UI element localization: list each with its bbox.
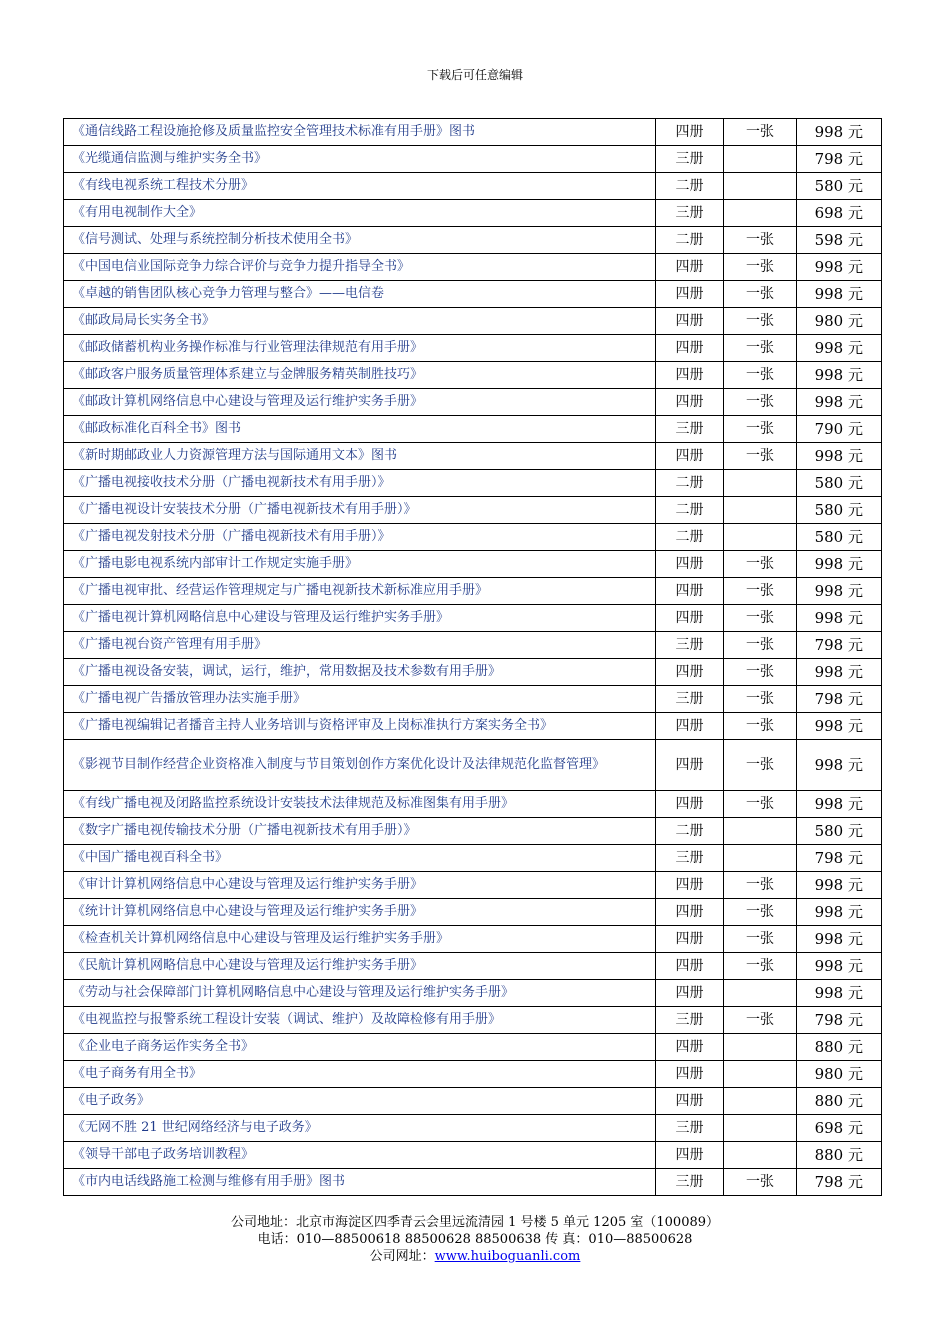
volumes-cell: 三册 <box>656 1115 724 1142</box>
price-cell: 580 元 <box>797 818 882 845</box>
book-title-cell: 《卓越的销售团队核心竞争力管理与整合》——电信卷 <box>64 281 656 308</box>
footer-address: 公司地址：北京市海淀区四季青云会里远流清园 1 号楼 5 单元 1205 室（100089） <box>230 1215 720 1230</box>
book-title-cell: 《邮政储蓄机构业务操作标准与行业管理法律规范有用手册》 <box>64 335 656 362</box>
volumes-cell: 四册 <box>656 1088 724 1115</box>
table-row <box>64 1169 882 1196</box>
disc-cell <box>724 146 797 173</box>
price-cell: 580 元 <box>797 497 882 524</box>
disc-cell: 一张 <box>724 632 797 659</box>
volumes-cell: 四册 <box>656 551 724 578</box>
price-cell: 998 元 <box>797 335 882 362</box>
disc-cell: 一张 <box>724 659 797 686</box>
disc-cell: 一张 <box>724 1169 797 1196</box>
book-title-cell: 《电子商务有用全书》 <box>64 1061 656 1088</box>
volumes-cell: 二册 <box>656 524 724 551</box>
book-title-cell: 《中国广播电视百科全书》 <box>64 845 656 872</box>
table-row <box>64 416 882 443</box>
price-cell: 998 元 <box>797 362 882 389</box>
volumes-cell: 三册 <box>656 845 724 872</box>
catalog-body <box>64 119 882 1196</box>
volumes-cell: 三册 <box>656 200 724 227</box>
price-cell: 998 元 <box>797 980 882 1007</box>
disc-cell: 一张 <box>724 119 797 146</box>
disc-cell <box>724 524 797 551</box>
volumes-cell: 三册 <box>656 416 724 443</box>
disc-cell: 一张 <box>724 362 797 389</box>
disc-cell: 一张 <box>724 791 797 818</box>
book-title-cell: 《邮政计算机网络信息中心建设与管理及运行维护实务手册》 <box>64 389 656 416</box>
table-row <box>64 899 882 926</box>
table-row <box>64 254 882 281</box>
table-row <box>64 818 882 845</box>
table-row <box>64 200 882 227</box>
volumes-cell: 三册 <box>656 686 724 713</box>
footer <box>0 1214 950 1265</box>
price-cell: 798 元 <box>797 632 882 659</box>
book-title-cell: 《企业电子商务运作实务全书》 <box>64 1034 656 1061</box>
price-cell: 580 元 <box>797 470 882 497</box>
book-title-cell: 《广播电视设备安装，调试，运行，维护，常用数据及技术参数有用手册》 <box>64 659 656 686</box>
book-title-cell: 《领导干部电子政务培训教程》 <box>64 1142 656 1169</box>
book-title-cell: 《劳动与社会保障部门计算机网略信息中心建设与管理及运行维护实务手册》 <box>64 980 656 1007</box>
disc-cell <box>724 1061 797 1088</box>
volumes-cell: 四册 <box>656 308 724 335</box>
table-row <box>64 578 882 605</box>
volumes-cell: 四册 <box>656 872 724 899</box>
volumes-cell: 三册 <box>656 146 724 173</box>
disc-cell: 一张 <box>724 605 797 632</box>
book-title-cell: 《广播电视台资产管理有用手册》 <box>64 632 656 659</box>
disc-cell: 一张 <box>724 443 797 470</box>
price-cell: 880 元 <box>797 1034 882 1061</box>
table-row <box>64 1007 882 1034</box>
disc-cell: 一张 <box>724 686 797 713</box>
disc-cell <box>724 173 797 200</box>
price-cell: 580 元 <box>797 173 882 200</box>
volumes-cell: 二册 <box>656 173 724 200</box>
price-cell: 798 元 <box>797 146 882 173</box>
footer-website <box>0 1248 950 1265</box>
price-cell: 880 元 <box>797 1088 882 1115</box>
table-row <box>64 281 882 308</box>
book-title-cell: 《广播电视发射技术分册（广播电视新技术有用手册）》 <box>64 524 656 551</box>
book-title-cell: 《无网不胜 21 世纪网络经济与电子政务》 <box>64 1115 656 1142</box>
disc-cell <box>724 845 797 872</box>
price-cell: 998 元 <box>797 872 882 899</box>
price-cell: 998 元 <box>797 551 882 578</box>
disc-cell: 一张 <box>724 281 797 308</box>
book-title-cell: 《广播电视编辑记者播音主持人业务培训与资格评审及上岗标准执行方案实务全书》 <box>64 713 656 740</box>
volumes-cell: 四册 <box>656 1142 724 1169</box>
price-cell: 998 元 <box>797 281 882 308</box>
volumes-cell: 四册 <box>656 389 724 416</box>
table-row <box>64 1088 882 1115</box>
book-title-cell: 《检查机关计算机网络信息中心建设与管理及运行维护实务手册》 <box>64 926 656 953</box>
volumes-cell: 三册 <box>656 632 724 659</box>
book-title-cell: 《通信线路工程设施抢修及质量监控安全管理技术标准有用手册》图书 <box>64 119 656 146</box>
book-title-cell: 《数字广播电视传输技术分册（广播电视新技术有用手册）》 <box>64 818 656 845</box>
table-row <box>64 605 882 632</box>
volumes-cell: 四册 <box>656 980 724 1007</box>
volumes-cell: 四册 <box>656 740 724 791</box>
volumes-cell: 四册 <box>656 953 724 980</box>
table-row <box>64 524 882 551</box>
volumes-cell: 四册 <box>656 713 724 740</box>
disc-cell <box>724 1115 797 1142</box>
price-cell: 998 元 <box>797 605 882 632</box>
volumes-cell: 三册 <box>656 1169 724 1196</box>
disc-cell: 一张 <box>724 926 797 953</box>
disc-cell: 一张 <box>724 578 797 605</box>
table-row <box>64 1034 882 1061</box>
table-row <box>64 1061 882 1088</box>
disc-cell: 一张 <box>724 254 797 281</box>
table-row <box>64 953 882 980</box>
price-cell: 698 元 <box>797 1115 882 1142</box>
table-row <box>64 362 882 389</box>
disc-cell: 一张 <box>724 551 797 578</box>
footer-website-label: 公司网址： <box>369 1249 435 1264</box>
table-row <box>64 740 882 791</box>
table-row <box>64 872 882 899</box>
volumes-cell: 二册 <box>656 818 724 845</box>
price-cell: 798 元 <box>797 1169 882 1196</box>
volumes-cell: 四册 <box>656 362 724 389</box>
book-title-cell: 《统计计算机网络信息中心建设与管理及运行维护实务手册》 <box>64 899 656 926</box>
table-row <box>64 980 882 1007</box>
book-title-cell: 《电视监控与报警系统工程设计安装（调试、维护）及故障检修有用手册》 <box>64 1007 656 1034</box>
volumes-cell: 二册 <box>656 497 724 524</box>
price-cell: 998 元 <box>797 791 882 818</box>
volumes-cell: 三册 <box>656 1007 724 1034</box>
disc-cell: 一张 <box>724 227 797 254</box>
table-row <box>64 926 882 953</box>
book-title-cell: 《邮政标准化百科全书》图书 <box>64 416 656 443</box>
price-cell: 798 元 <box>797 1007 882 1034</box>
price-cell: 998 元 <box>797 389 882 416</box>
disc-cell <box>724 1034 797 1061</box>
volumes-cell: 四册 <box>656 119 724 146</box>
price-cell: 998 元 <box>797 578 882 605</box>
price-cell: 598 元 <box>797 227 882 254</box>
book-title-cell: 《广播电视设计安装技术分册（广播电视新技术有用手册）》 <box>64 497 656 524</box>
volumes-cell: 四册 <box>656 443 724 470</box>
disc-cell <box>724 470 797 497</box>
disc-cell: 一张 <box>724 308 797 335</box>
disc-cell: 一张 <box>724 1007 797 1034</box>
price-cell: 998 元 <box>797 119 882 146</box>
volumes-cell: 四册 <box>656 605 724 632</box>
price-cell: 790 元 <box>797 416 882 443</box>
table-row <box>64 470 882 497</box>
disc-cell: 一张 <box>724 872 797 899</box>
table-row <box>64 497 882 524</box>
table-row <box>64 686 882 713</box>
price-cell: 998 元 <box>797 254 882 281</box>
volumes-cell: 四册 <box>656 281 724 308</box>
volumes-cell: 四册 <box>656 659 724 686</box>
book-title-cell: 《广播电视广告播放管理办法实施手册》 <box>64 686 656 713</box>
disc-cell: 一张 <box>724 389 797 416</box>
table-row <box>64 173 882 200</box>
table-row <box>64 1115 882 1142</box>
volumes-cell: 四册 <box>656 335 724 362</box>
disc-cell <box>724 818 797 845</box>
price-cell: 580 元 <box>797 524 882 551</box>
table-row <box>64 308 882 335</box>
volumes-cell: 四册 <box>656 254 724 281</box>
price-cell: 798 元 <box>797 686 882 713</box>
price-cell: 980 元 <box>797 308 882 335</box>
price-cell: 880 元 <box>797 1142 882 1169</box>
volumes-cell: 二册 <box>656 227 724 254</box>
table-row <box>64 227 882 254</box>
table-row <box>64 1142 882 1169</box>
book-title-cell: 《中国电信业国际竞争力综合评价与竞争力提升指导全书》 <box>64 254 656 281</box>
volumes-cell: 四册 <box>656 791 724 818</box>
book-title-cell: 《影视节目制作经营企业资格准入制度与节目策划创作方案优化设计及法律规范化监督管理》 <box>64 740 656 791</box>
table-row <box>64 119 882 146</box>
book-title-cell: 《电子政务》 <box>64 1088 656 1115</box>
book-title-cell: 《新时期邮政业人力资源管理方法与国际通用文本》图书 <box>64 443 656 470</box>
book-title-cell: 《有线电视系统工程技术分册》 <box>64 173 656 200</box>
price-cell: 998 元 <box>797 659 882 686</box>
page-header: 下载后可任意编辑 <box>426 68 523 82</box>
website-link[interactable]: www.huiboguanli.com <box>434 1249 581 1264</box>
book-title-cell: 《广播电视计算机网略信息中心建设与管理及运行维护实务手册》 <box>64 605 656 632</box>
book-title-cell: 《光缆通信监测与维护实务全书》 <box>64 146 656 173</box>
book-title-cell: 《广播电视审批、经营运作管理规定与广播电视新技术新标准应用手册》 <box>64 578 656 605</box>
table-row <box>64 791 882 818</box>
disc-cell <box>724 1088 797 1115</box>
disc-cell: 一张 <box>724 416 797 443</box>
price-cell: 998 元 <box>797 899 882 926</box>
volumes-cell: 二册 <box>656 470 724 497</box>
table-row <box>64 713 882 740</box>
book-title-cell: 《广播电视接收技术分册（广播电视新技术有用手册）》 <box>64 470 656 497</box>
disc-cell <box>724 497 797 524</box>
disc-cell <box>724 980 797 1007</box>
book-title-cell: 《广播电影电视系统内部审计工作规定实施手册》 <box>64 551 656 578</box>
table-row <box>64 632 882 659</box>
table-row <box>64 443 882 470</box>
book-title-cell: 《邮政客户服务质量管理体系建立与金牌服务精英制胜技巧》 <box>64 362 656 389</box>
table-row <box>64 845 882 872</box>
footer-phone: 电话：010—88500618 88500628 88500638 传 真：010—88500628 <box>257 1232 693 1247</box>
table-row <box>64 551 882 578</box>
volumes-cell: 四册 <box>656 899 724 926</box>
volumes-cell: 四册 <box>656 1061 724 1088</box>
disc-cell <box>724 1142 797 1169</box>
book-title-cell: 《审计计算机网络信息中心建设与管理及运行维护实务手册》 <box>64 872 656 899</box>
disc-cell: 一张 <box>724 953 797 980</box>
price-cell: 998 元 <box>797 443 882 470</box>
book-title-cell: 《信号测试、处理与系统控制分析技术使用全书》 <box>64 227 656 254</box>
price-cell: 998 元 <box>797 953 882 980</box>
volumes-cell: 四册 <box>656 1034 724 1061</box>
disc-cell: 一张 <box>724 899 797 926</box>
book-catalog-table <box>63 118 882 1196</box>
price-cell: 998 元 <box>797 713 882 740</box>
table-row <box>64 146 882 173</box>
disc-cell: 一张 <box>724 740 797 791</box>
disc-cell: 一张 <box>724 335 797 362</box>
book-title-cell: 《有线广播电视及闭路监控系统设计安装技术法律规范及标准图集有用手册》 <box>64 791 656 818</box>
book-title-cell: 《有用电视制作大全》 <box>64 200 656 227</box>
price-cell: 698 元 <box>797 200 882 227</box>
price-cell: 998 元 <box>797 926 882 953</box>
table-row <box>64 659 882 686</box>
price-cell: 998 元 <box>797 740 882 791</box>
book-title-cell: 《民航计算机网略信息中心建设与管理及运行维护实务手册》 <box>64 953 656 980</box>
volumes-cell: 四册 <box>656 926 724 953</box>
table-row <box>64 389 882 416</box>
disc-cell <box>724 200 797 227</box>
book-title-cell: 《邮政局局长实务全书》 <box>64 308 656 335</box>
table-row <box>64 335 882 362</box>
volumes-cell: 四册 <box>656 578 724 605</box>
disc-cell: 一张 <box>724 713 797 740</box>
book-title-cell: 《市内电话线路施工检测与维修有用手册》图书 <box>64 1169 656 1196</box>
price-cell: 798 元 <box>797 845 882 872</box>
price-cell: 980 元 <box>797 1061 882 1088</box>
